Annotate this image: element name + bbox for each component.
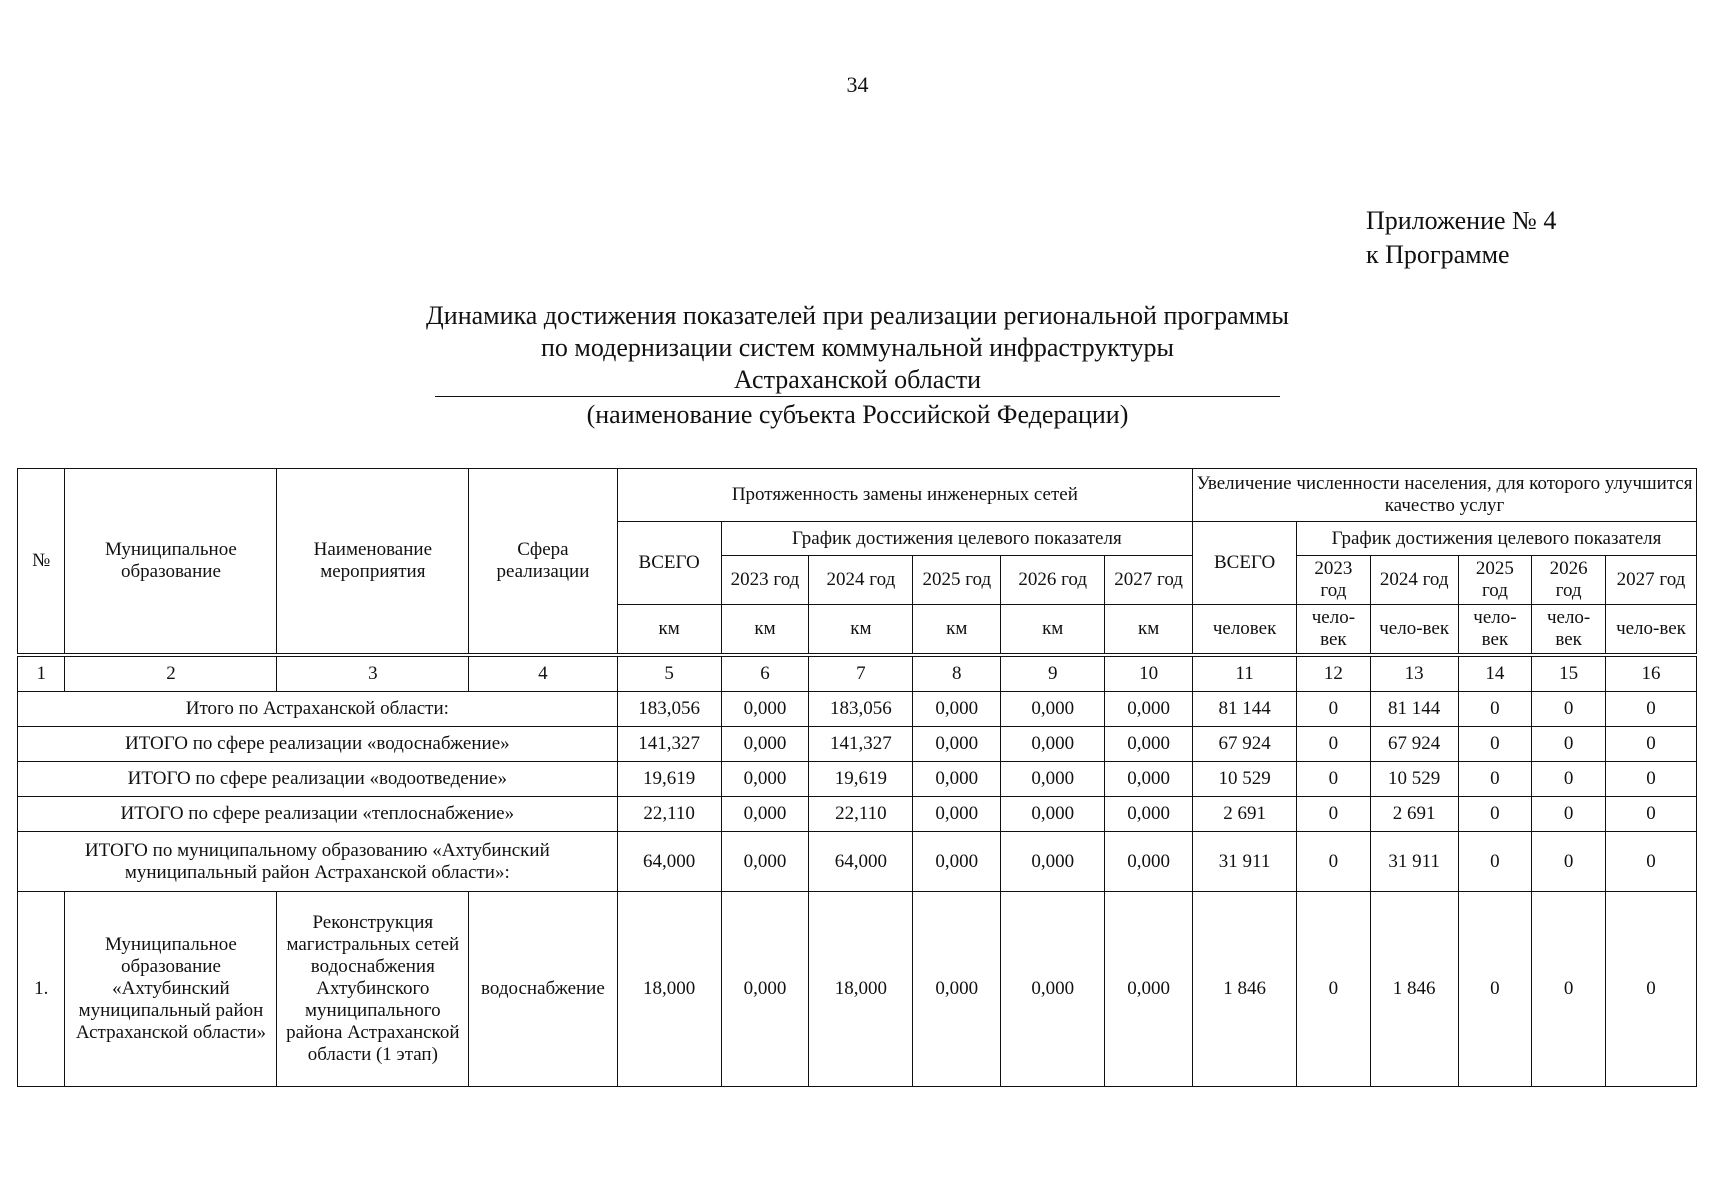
total-row-value: 0 xyxy=(1297,832,1371,892)
total-row-value: 0,000 xyxy=(721,832,809,892)
header-pop-year: 2023 год xyxy=(1297,556,1371,605)
total-row-label: ИТОГО по сфере реализации «водоснабжение» xyxy=(18,727,618,762)
column-number: 12 xyxy=(1297,655,1371,692)
header-municipality: Муниципальное образование xyxy=(65,469,277,656)
item-no: 1. xyxy=(18,892,65,1087)
total-row-label: ИТОГО по сфере реализации «теплоснабжение» xyxy=(18,797,618,832)
total-row-value: 81 144 xyxy=(1193,692,1297,727)
column-number: 4 xyxy=(469,655,617,692)
item-value: 0 xyxy=(1532,892,1606,1087)
header-population-schedule: График достижения целевого показателя xyxy=(1297,522,1697,556)
unit-people: чело-век xyxy=(1297,605,1371,656)
item-value: 0,000 xyxy=(1001,892,1105,1087)
total-row-label: Итого по Астраханской области: xyxy=(18,692,618,727)
total-row-value: 0 xyxy=(1605,797,1696,832)
item-measure: Реконструкция магистральных сетей водоснабжения Ахтубинского муниципального района Астраханской области (1 этап) xyxy=(277,892,469,1087)
total-row xyxy=(18,727,1697,762)
item-value: 18,000 xyxy=(809,892,913,1087)
total-row-value: 10 529 xyxy=(1193,762,1297,797)
total-row-value: 0,000 xyxy=(913,727,1001,762)
column-number-row xyxy=(18,655,1697,692)
unit-km: км xyxy=(721,605,809,656)
column-number: 1 xyxy=(18,655,65,692)
total-row-value: 0 xyxy=(1458,832,1532,892)
total-row-value: 183,056 xyxy=(809,692,913,727)
total-row-value: 0 xyxy=(1532,692,1606,727)
table-row xyxy=(18,892,1697,1087)
total-row-value: 67 924 xyxy=(1370,727,1458,762)
total-row-value: 0,000 xyxy=(1001,762,1105,797)
total-row-value: 22,110 xyxy=(809,797,913,832)
header-net-year: 2023 год xyxy=(721,556,809,605)
total-row-label: ИТОГО по сфере реализации «водоотведение» xyxy=(18,762,618,797)
total-row-value: 2 691 xyxy=(1370,797,1458,832)
header-net-year: 2027 год xyxy=(1105,556,1193,605)
total-row-value: 0,000 xyxy=(1105,832,1193,892)
column-number: 5 xyxy=(617,655,721,692)
total-row-value: 0,000 xyxy=(1105,762,1193,797)
total-row-value: 81 144 xyxy=(1370,692,1458,727)
document-title xyxy=(300,300,1415,431)
header-network-schedule: График достижения целевого показателя xyxy=(721,522,1193,556)
total-row-value: 0 xyxy=(1605,692,1696,727)
total-row-value: 0 xyxy=(1532,832,1606,892)
subject-name: Астраханской области xyxy=(435,364,1280,397)
total-row-value: 64,000 xyxy=(617,832,721,892)
total-row-value: 0 xyxy=(1297,727,1371,762)
item-value: 1 846 xyxy=(1370,892,1458,1087)
header-measure: Наименование мероприятия xyxy=(277,469,469,656)
total-row-value: 0,000 xyxy=(721,727,809,762)
column-number: 11 xyxy=(1193,655,1297,692)
total-row-value: 0 xyxy=(1297,692,1371,727)
unit-km: км xyxy=(617,605,721,656)
total-row-value: 0 xyxy=(1458,727,1532,762)
header-net-year: 2025 год xyxy=(913,556,1001,605)
total-row-value: 0,000 xyxy=(1001,692,1105,727)
column-number: 9 xyxy=(1001,655,1105,692)
header-network-total: ВСЕГО xyxy=(617,522,721,605)
unit-km: км xyxy=(809,605,913,656)
unit-km: км xyxy=(913,605,1001,656)
header-population-total: ВСЕГО xyxy=(1193,522,1297,605)
indicators-table xyxy=(17,468,1697,1087)
total-row-value: 67 924 xyxy=(1193,727,1297,762)
total-row-value: 0,000 xyxy=(721,692,809,727)
item-value: 0,000 xyxy=(1105,892,1193,1087)
total-row xyxy=(18,797,1697,832)
column-number: 16 xyxy=(1605,655,1696,692)
item-value: 0,000 xyxy=(721,892,809,1087)
appendix-line-1: Приложение № 4 xyxy=(1366,206,1557,235)
unit-km: км xyxy=(1105,605,1193,656)
total-row-value: 141,327 xyxy=(809,727,913,762)
total-row-value: 31 911 xyxy=(1370,832,1458,892)
header-network-group: Протяженность замены инженерных сетей xyxy=(617,469,1192,522)
total-row-value: 19,619 xyxy=(617,762,721,797)
column-number: 3 xyxy=(277,655,469,692)
header-no: № xyxy=(18,469,65,656)
appendix-line-2: к Программе xyxy=(1366,240,1510,269)
column-number: 14 xyxy=(1458,655,1532,692)
unit-people-total: человек xyxy=(1193,605,1297,656)
total-row-value: 0 xyxy=(1532,727,1606,762)
total-row-value: 2 691 xyxy=(1193,797,1297,832)
total-row-value: 0 xyxy=(1297,797,1371,832)
total-row-value: 64,000 xyxy=(809,832,913,892)
total-row xyxy=(18,692,1697,727)
item-value: 1 846 xyxy=(1193,892,1297,1087)
header-sphere: Сфера реализации xyxy=(469,469,617,656)
total-row-value: 0,000 xyxy=(721,797,809,832)
unit-people: чело-век xyxy=(1370,605,1458,656)
total-row-value: 0 xyxy=(1532,762,1606,797)
column-number: 2 xyxy=(65,655,277,692)
header-pop-year: 2026 год xyxy=(1532,556,1606,605)
total-row-value: 22,110 xyxy=(617,797,721,832)
unit-people: чело-век xyxy=(1532,605,1606,656)
total-row-value: 0 xyxy=(1605,762,1696,797)
total-row-value: 0,000 xyxy=(913,832,1001,892)
title-line-1: Динамика достижения показателей при реализации региональной программы xyxy=(426,301,1289,330)
subject-caption: (наименование субъекта Российской Федерации) xyxy=(586,400,1129,429)
item-value: 0 xyxy=(1458,892,1532,1087)
total-row xyxy=(18,762,1697,797)
total-row xyxy=(18,832,1697,892)
header-population-group: Увеличение численности населения, для которого улучшится качество услуг xyxy=(1193,469,1697,522)
header-pop-year: 2024 год xyxy=(1370,556,1458,605)
item-value: 18,000 xyxy=(617,892,721,1087)
total-row-value: 0 xyxy=(1458,692,1532,727)
unit-people: чело-век xyxy=(1458,605,1532,656)
total-row-value: 0,000 xyxy=(1105,692,1193,727)
item-municipality: Муниципальное образование «Ахтубинский муниципальный район Астраханской области» xyxy=(65,892,277,1087)
total-row-value: 0 xyxy=(1532,797,1606,832)
total-row-value: 19,619 xyxy=(809,762,913,797)
total-row-value: 183,056 xyxy=(617,692,721,727)
total-row-value: 0,000 xyxy=(721,762,809,797)
appendix-label xyxy=(1366,204,1556,272)
total-row-value: 0 xyxy=(1297,762,1371,797)
total-row-value: 141,327 xyxy=(617,727,721,762)
item-value: 0,000 xyxy=(913,892,1001,1087)
total-row-label: ИТОГО по муниципальному образованию «Ахтубинский муниципальный район Астраханской области»: xyxy=(18,832,618,892)
total-row-value: 0 xyxy=(1458,797,1532,832)
column-number: 13 xyxy=(1370,655,1458,692)
title-line-2: по модернизации систем коммунальной инфраструктуры xyxy=(540,333,1175,362)
header-pop-year: 2025 год xyxy=(1458,556,1532,605)
total-row-value: 0,000 xyxy=(1001,832,1105,892)
column-number: 6 xyxy=(721,655,809,692)
total-row-value: 0,000 xyxy=(1105,797,1193,832)
header-pop-year: 2027 год xyxy=(1605,556,1696,605)
total-row-value: 0,000 xyxy=(913,797,1001,832)
item-value: 0 xyxy=(1297,892,1371,1087)
header-net-year: 2026 год xyxy=(1001,556,1105,605)
item-sphere: водоснабжение xyxy=(469,892,617,1087)
total-row-value: 0,000 xyxy=(1001,727,1105,762)
item-value: 0 xyxy=(1605,892,1696,1087)
total-row-value: 31 911 xyxy=(1193,832,1297,892)
unit-people: чело-век xyxy=(1605,605,1696,656)
column-number: 7 xyxy=(809,655,913,692)
total-row-value: 0,000 xyxy=(913,762,1001,797)
unit-km: км xyxy=(1001,605,1105,656)
total-row-value: 0 xyxy=(1458,762,1532,797)
header-net-year: 2024 год xyxy=(809,556,913,605)
total-row-value: 0,000 xyxy=(1001,797,1105,832)
page-number: 34 xyxy=(846,72,869,97)
table-body xyxy=(18,655,1697,1087)
total-row-value: 10 529 xyxy=(1370,762,1458,797)
total-row-value: 0,000 xyxy=(913,692,1001,727)
total-row-value: 0,000 xyxy=(1105,727,1193,762)
total-row-value: 0 xyxy=(1605,727,1696,762)
column-number: 8 xyxy=(913,655,1001,692)
column-number: 15 xyxy=(1532,655,1606,692)
total-row-value: 0 xyxy=(1605,832,1696,892)
column-number: 10 xyxy=(1105,655,1193,692)
